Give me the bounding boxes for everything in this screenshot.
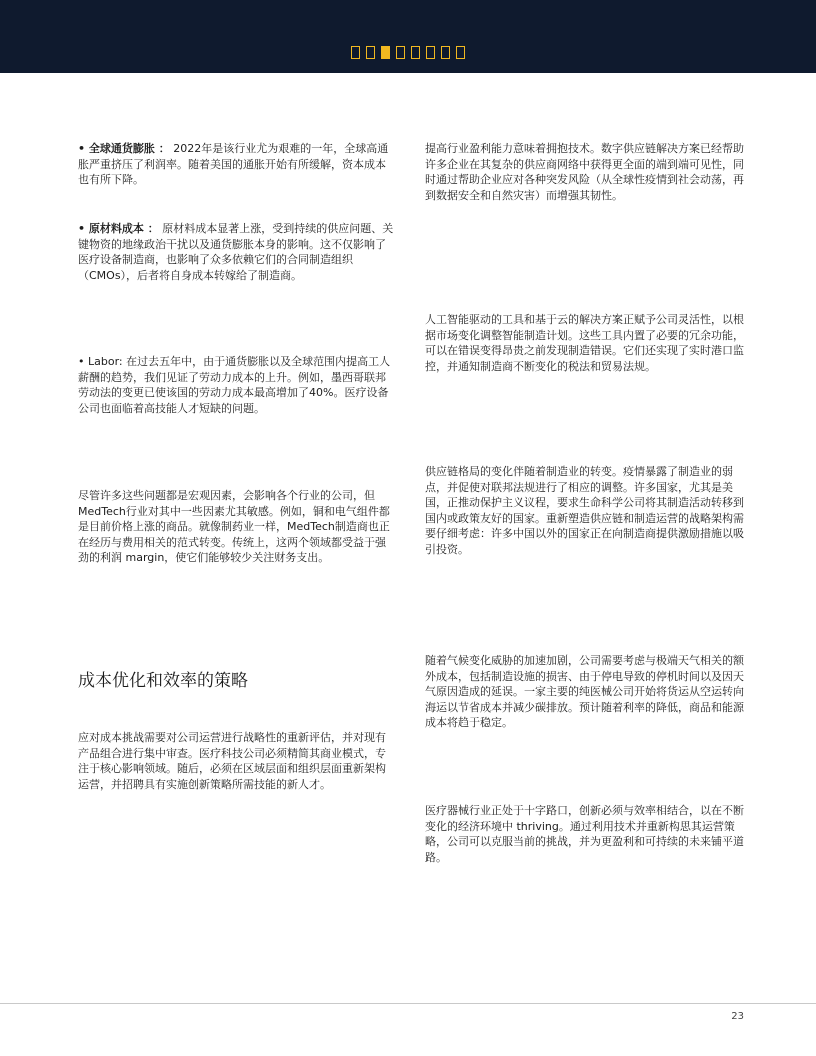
- title-glyph-solid: [381, 46, 390, 59]
- header-title: [0, 46, 816, 59]
- page-number: 23: [731, 1011, 744, 1022]
- bullet-text: 在过去五年中，由于通货膨胀以及全球范围内提高工人薪酬的趋势，我们见证了劳动力成本的上升。例如，墨西哥联邦劳动法的变更已使该国的劳动力成本最高增加了40%。医疗设备公司也面临着高技能人才短缺的问题。: [78, 355, 391, 415]
- paragraph-conclusion: 医疗器械行业正处于十字路口，创新必须与效率相结合，以在不断变化的经济环境中 thriving。通过利用技术并重新构思其运营策略，公司可以克服当前的挑战，并为更盈利和可持续的未来铺平道路。: [425, 804, 744, 864]
- title-glyph-box: [396, 46, 405, 59]
- bullet-raw-material-cost: [78, 221, 396, 283]
- paragraph-strategy: 应对成本挑战需要对公司运营进行战略性的重新评估，并对现有产品组合进行集中审查。医疗科技公司必须精简其商业模式，专注于核心影响领域。随后，必须在区域层面和组织层面重新架构运营，并招聘具有实施创新策略所需技能的新人才。: [78, 731, 386, 791]
- bullet-label: • 原材料成本 ：: [78, 222, 159, 235]
- title-glyph-box: [366, 46, 375, 59]
- bullet-global-inflation: [78, 141, 396, 188]
- paragraph-technology: 提高行业盈利能力意味着拥抱技术。数字供应链解决方案已经帮助许多企业在其复杂的供应商网络中获得更全面的端到端可见性，同时通过帮助企业应对各种突发风险（从全球性疫情到社会动荡，再到数据安全和自然灾害）而增强其韧性。: [425, 142, 744, 202]
- title-glyph-box: [351, 46, 360, 59]
- title-glyph-box: [456, 46, 465, 59]
- bullet-label: • 全球通货膨胀 ：: [78, 142, 170, 155]
- bullet-text: 2022年是该行业尤为艰难的一年，全球高通胀严重挤压了利润率。随着美国的通胀开始有所缓解，资本成本也有所下降。: [78, 142, 389, 186]
- bullet-label: • Labor:: [78, 355, 123, 368]
- title-glyph-box: [441, 46, 450, 59]
- paragraph-ai-tools: 人工智能驱动的工具和基于云的解决方案正赋予公司灵活性，以根据市场变化调整智能制造计划。这些工具内置了必要的冗余功能，可以在错误变得昂贵之前发现制造错误。它们还实现了实时港口监控，并通知制造商不断变化的税法和贸易法规。: [425, 313, 744, 373]
- title-glyph-box: [426, 46, 435, 59]
- bullet-labor: [78, 354, 396, 416]
- page-header-bar: [0, 0, 816, 73]
- title-glyph-box: [411, 46, 420, 59]
- bullet-text: 原材料成本显著上涨，受到持续的供应问题、关键物资的地缘政治干扰以及通货膨胀本身的影响。这不仅影响了医疗设备制造商，也影响了众多依赖它们的合同制造组织（CMOs），后者将自身成本转嫁给了制造商。: [78, 222, 394, 282]
- section-heading: 成本优化和效率的策略: [78, 671, 248, 691]
- paragraph-macro-factors: 尽管许多这些问题都是宏观因素，会影响各个行业的公司，但MedTech行业对其中一些因素尤其敏感。例如，铜和电气组件都是目前价格上涨的商品。就像制药业一样，MedTech制造商也正在经历与费用相关的范式转变。传统上，这两个领域都受益于强劲的利润 margin，使它们能够较少关注财务支出。: [78, 489, 390, 564]
- paragraph-climate: 随着气候变化威胁的加速加剧，公司需要考虑与极端天气相关的额外成本，包括制造设施的损害、由于停电导致的停机时间以及因天气原因造成的延误。一家主要的纯医械公司开始将货运从空运转向海运以节省成本并减少碳排放。预计随着利率的降低，商品和能源成本将趋于稳定。: [425, 654, 744, 729]
- paragraph-supply-chain: 供应链格局的变化伴随着制造业的转变。疫情暴露了制造业的弱点，并促使对联邦法规进行了相应的调整。许多国家，尤其是美国，正推动保护主义议程，要求生命科学公司将其制造活动转移到国内或政策友好的国家。重新塑造供应链和制造运营的战略架构需要仔细考虑：许多中国以外的国家正在向制造商提供激励措施以吸引投资。: [425, 465, 744, 556]
- footer-divider: [0, 1003, 816, 1004]
